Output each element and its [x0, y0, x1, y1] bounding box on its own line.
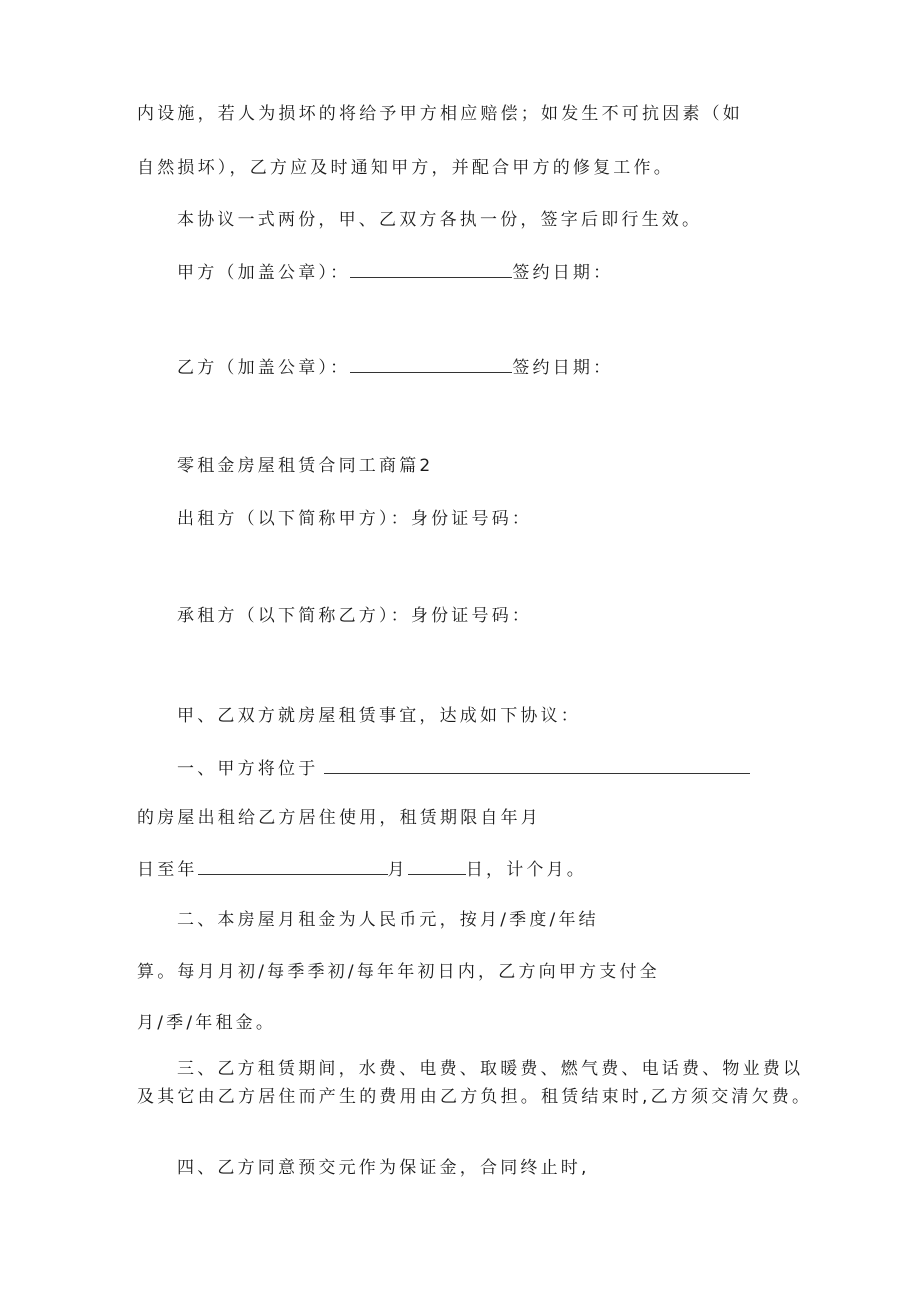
body-text-line: 二、本房屋月租金为人民币元，按月/季度/年结: [177, 910, 599, 930]
body-text-line: 内设施，若人为损坏的将给予甲方相应赔偿；如发生不可抗因素（如: [137, 104, 743, 124]
party-b-date-label: 签约日期：: [512, 358, 614, 378]
party-a-seal-label: 甲方（加盖公章）：: [177, 263, 351, 283]
body-text-line: 三、乙方租赁期间，水费、电费、取暖费、燃气费、电话费、物业费以: [177, 1059, 804, 1079]
party-b-signature-blank: [350, 356, 512, 373]
party-b-seal-label: 乙方（加盖公章）：: [177, 358, 351, 378]
body-text-line: 甲、乙双方就房屋租赁事宜，达成如下协议：: [177, 706, 581, 726]
day-blank: [408, 858, 466, 875]
body-text-line: 四、乙方同意预交元作为保证金，合同终止时,: [177, 1158, 590, 1178]
year-blank: [198, 858, 388, 875]
signature-line-party-b: [177, 356, 613, 378]
body-text-line: 的房屋出租给乙方居住使用，租赁期限自年月: [137, 808, 541, 828]
body-text-line: 算。每月月初/每季季初/每年年初日内，乙方向甲方支付全: [137, 962, 660, 982]
month-text: 月: [387, 860, 408, 880]
party-a-signature-blank: [350, 261, 512, 278]
term-start-text: 日至年: [137, 860, 198, 880]
body-text-line: 自然损坏），乙方应及时通知甲方，并配合甲方的修复工作。: [137, 158, 674, 178]
clause-1-line: [177, 757, 750, 779]
body-text-line: 月/季/年租金。: [137, 1013, 277, 1033]
body-text-line: 及其它由乙方居住而产生的费用由乙方负担。租赁结束时,乙方须交清欠费。: [137, 1087, 813, 1107]
address-blank: [324, 757, 750, 774]
term-end-text: 日，计个月。: [465, 860, 588, 880]
signature-line-party-a: [177, 261, 613, 283]
clause-1-text: 一、甲方将位于: [177, 759, 319, 779]
lessor-line: 出租方（以下简称甲方）：身份证号码：: [177, 509, 533, 529]
party-a-date-label: 签约日期：: [512, 263, 614, 283]
body-text-line: 本协议一式两份，甲、乙双方各执一份，签字后即行生效。: [177, 210, 703, 230]
section-heading: 零租金房屋租赁合同工商篇2: [177, 456, 434, 476]
lessee-line: 承租方（以下简称乙方）：身份证号码：: [177, 606, 533, 626]
term-line: [137, 858, 587, 880]
